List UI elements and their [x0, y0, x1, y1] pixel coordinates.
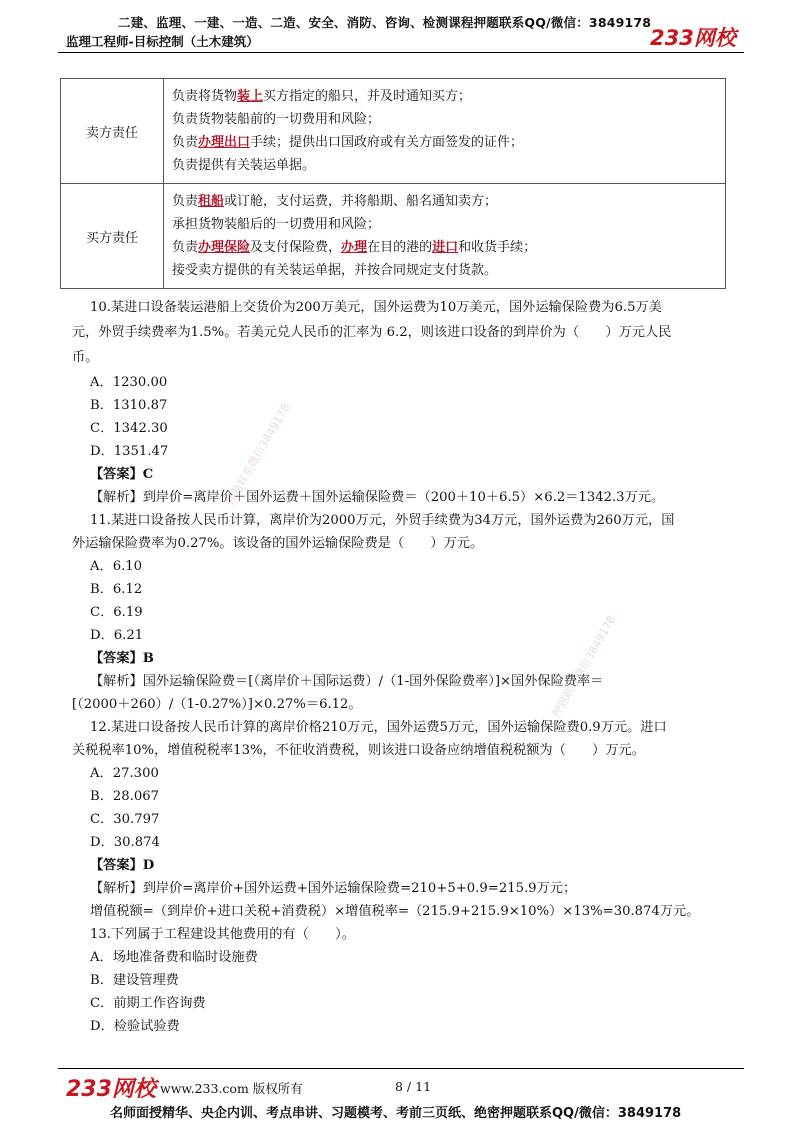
content-line — [172, 131, 717, 154]
text-segment: 负责 — [172, 135, 199, 150]
highlight-term: 租船 — [198, 194, 225, 209]
text-segment: 及支付保险费， — [250, 240, 342, 255]
q13-option-c: C．前期工作咨询费 — [90, 996, 206, 1011]
q13-option-b: B．建设管理费 — [90, 973, 179, 988]
table-row — [61, 79, 726, 184]
text-segment: 手续；提供出口国政府或有关方面签发的证件； — [250, 135, 524, 150]
footer-logo: 233网校 — [66, 1077, 156, 1102]
q10-option-c: C．1342.30 — [90, 421, 168, 436]
q11-line-2: 外运输保险费率为0.27%。该设备的国外运输保险费是（ ）万元。 — [72, 536, 484, 551]
q12-option-a: A．27.300 — [90, 766, 159, 781]
header-subtitle: 监理工程师-目标控制（土木建筑） — [66, 34, 259, 49]
text-segment: 负责 — [172, 240, 199, 255]
page-number: 8 / 11 — [395, 1079, 432, 1094]
content-line — [172, 108, 717, 131]
q11-option-a: A．6.10 — [90, 559, 143, 574]
q12-line-1: 12.某进口设备按人民币计算的离岸价格210万元，国外运费5万元，国外运输保险费0.9万元。进口 — [90, 720, 667, 735]
q11-option-c: C．6.19 — [90, 605, 143, 620]
q12-line-2: 关税税率10%，增值税税率13%，不征收消费税，则该进口设备应纳增值税税额为（ ）万元。 — [72, 743, 645, 758]
row-label: 卖方责任 — [61, 79, 164, 184]
row-content — [164, 79, 726, 184]
watermark: 押题联系微信3849178 — [223, 401, 293, 508]
text-segment: 负责将货物 — [172, 89, 238, 104]
responsibility-table — [60, 78, 726, 289]
q12-explanation-2: 增值税额=（到岸价+进口关税+消费税）×增值税率=（215.9+215.9×10%）×13%=30.874万元。 — [90, 904, 700, 919]
header-promo: 二建、监理、一建、一造、二造、安全、消防、咨询、检测课程押题联系QQ/微信：3849178 — [118, 15, 652, 30]
q10-option-b: B．1310.87 — [90, 398, 168, 413]
q11-answer: 【答案】B — [90, 651, 154, 666]
highlight-term: 进口 — [432, 240, 459, 255]
q11-option-b: B．6.12 — [90, 582, 143, 597]
q10-explanation: 【解析】到岸价=离岸价＋国外运费＋国外运输保险费＝（200＋10＋6.5）×6.2＝1342.3万元。 — [90, 490, 665, 505]
content-line — [172, 236, 717, 259]
highlight-term: 装上 — [237, 89, 264, 104]
footer-site[interactable]: www.233.com 版权所有 — [160, 1081, 303, 1096]
q11-explanation-2: [（2000＋260）/（1-0.27%）]×0.27%＝6.12。 — [72, 697, 362, 712]
highlight-term: 办理保险 — [198, 240, 251, 255]
q12-option-c: C．30.797 — [90, 812, 160, 827]
header-logo: 233网校 — [650, 26, 736, 50]
content-line — [172, 259, 717, 282]
content-line — [172, 190, 717, 213]
text-segment: 负责提供有关装运单据。 — [172, 158, 316, 173]
content-line — [172, 85, 717, 108]
q10-option-a: A．1230.00 — [90, 375, 168, 390]
text-segment: 负责 — [172, 194, 199, 209]
text-segment: 接受卖方提供的有关装运单据，并按合同规定支付货款。 — [172, 263, 498, 278]
q10-answer: 【答案】C — [90, 467, 154, 482]
q11-explanation-1: 【解析】国外运输保险费＝[（离岸价＋国际运费）/（1-国外保险费率）]×国外保险费率＝ — [90, 674, 604, 689]
text-segment: 在目的港的 — [367, 240, 433, 255]
q13-option-a: A．场地准备费和临时设施费 — [90, 950, 258, 965]
watermark: 押题联系微信3849178 — [549, 613, 619, 720]
q12-option-b: B．28.067 — [90, 789, 160, 804]
row-label: 买方责任 — [61, 184, 164, 289]
q10-line-2: 元，外贸手续费率为1.5%。若美元兑人民币的汇率为 6.2，则该进口设备的到岸价为（ ）万元人民 — [72, 325, 672, 340]
q12-explanation-1: 【解析】到岸价=离岸价+国外运费+国外运输保险费=210+5+0.9=215.9万元； — [90, 881, 577, 896]
q13-line-1: 13.下列属于工程建设其他费用的有（ ）。 — [90, 927, 355, 942]
footer-rule — [58, 1068, 744, 1069]
q12-answer: 【答案】D — [90, 858, 155, 873]
q10-line-3: 币。 — [72, 350, 99, 365]
q10-option-d: D．1351.47 — [90, 444, 169, 459]
text-segment: 或订舱，支付运费，并将船期、船名通知卖方； — [224, 194, 498, 209]
text-segment: 和收货手续； — [458, 240, 537, 255]
q13-option-d: D．检验试验费 — [90, 1019, 180, 1034]
content-line — [172, 154, 717, 177]
q11-line-1: 11.某进口设备按人民币计算，离岸价为2000万元，外贸手续费为34万元，国外运费为260万元，国 — [90, 513, 675, 528]
footer-promo: 名师面授精华、央企内训、考点串讲、习题模考、考前三页纸、绝密押题联系QQ/微信：3849178 — [110, 1106, 682, 1121]
q11-option-d: D．6.21 — [90, 628, 144, 643]
text-segment: 承担货物装船后的一切费用和风险； — [172, 217, 381, 232]
header-rule — [58, 52, 744, 53]
table-row — [61, 184, 726, 289]
highlight-term: 办理 — [341, 240, 368, 255]
content-line — [172, 213, 717, 236]
text-segment: 负责货物装船前的一切费用和风险； — [172, 112, 381, 127]
q12-option-d: D．30.874 — [90, 835, 160, 850]
text-segment: 买方指定的船只，并及时通知买方； — [263, 89, 472, 104]
q10-line-1: 10.某进口设备装运港船上交货价为200万美元，国外运费为10万美元，国外运输保险费为6.5万美 — [90, 300, 662, 315]
highlight-term: 办理出口 — [198, 135, 251, 150]
row-content — [164, 184, 726, 289]
